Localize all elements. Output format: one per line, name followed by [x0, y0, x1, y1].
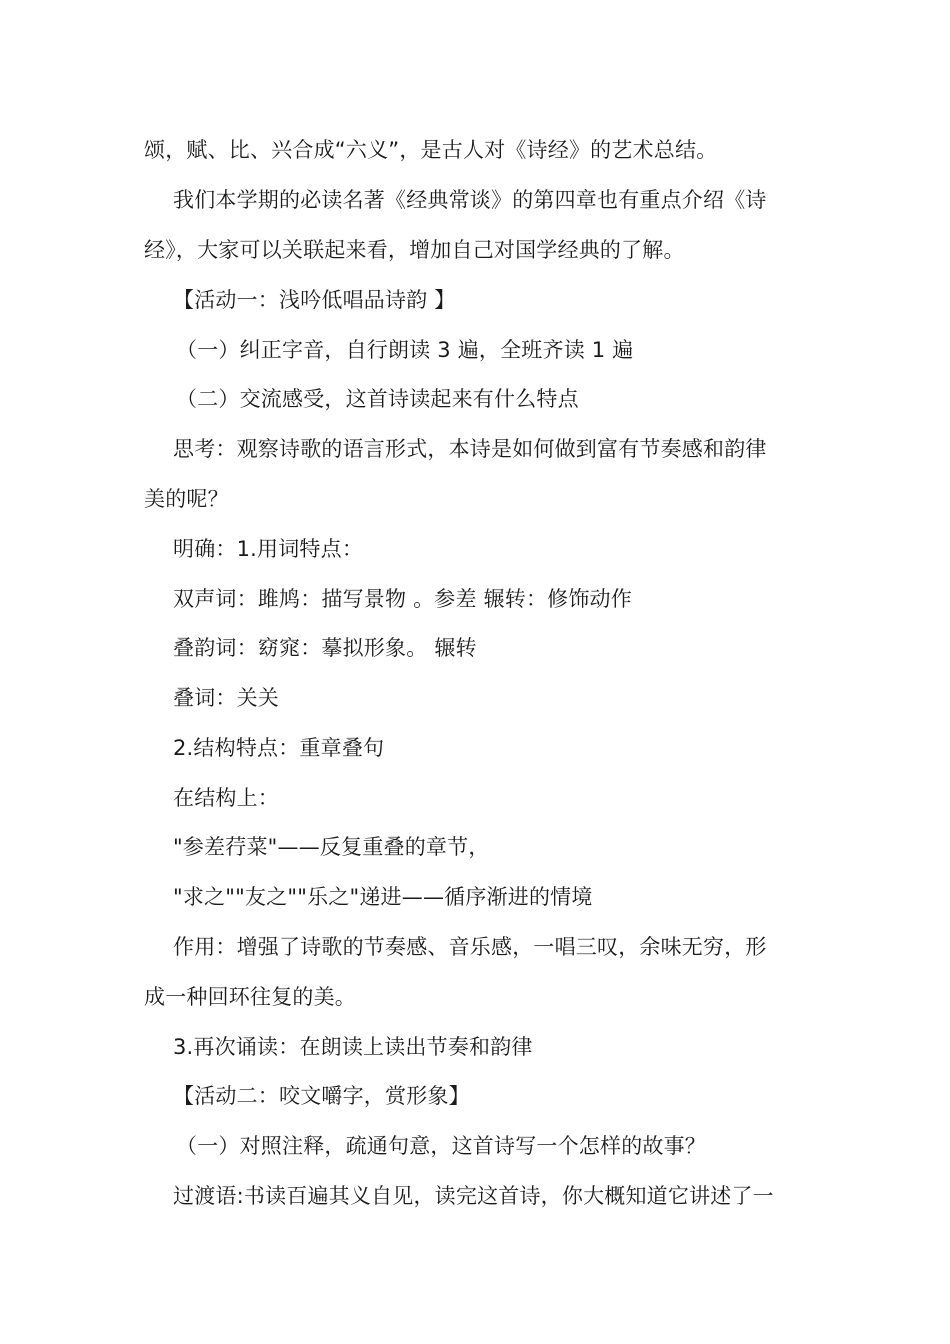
- paragraph-line: 双声词：雎鸠：描写景物 。参差 辗转：修饰动作: [173, 587, 632, 611]
- paragraph-line: "求之""友之""乐之"递进——循序渐进的情境: [173, 885, 593, 909]
- paragraph-line: 我们本学期的必读名著《经典常谈》的第四章也有重点介绍《诗: [173, 188, 767, 212]
- activity-heading: 【活动一：浅吟低唱品诗韵 】: [173, 288, 456, 312]
- paragraph-line: 过渡语:书读百遍其义自见，读完这首诗，你大概知道它讲述了一: [173, 1184, 774, 1208]
- paragraph-line: （一）对照注释，疏通句意，这首诗写一个怎样的故事？: [176, 1134, 706, 1158]
- paragraph-line: 颂，赋、比、兴合成“六义”，是古人对《诗经》的艺术总结。: [144, 138, 718, 162]
- paragraph-line: 叠韵词：窈窕：摹拟形象。 辗转: [173, 636, 477, 660]
- paragraph-line: 叠词：关关: [173, 686, 279, 710]
- paragraph-line: 思考：观察诗歌的语言形式，本诗是如何做到富有节奏感和韵律: [173, 437, 767, 461]
- paragraph-line: 成一种回环往复的美。: [144, 985, 356, 1009]
- paragraph-line: 美的呢？: [144, 487, 229, 511]
- paragraph-line: 3.再次诵读：在朗读上读出节奏和韵律: [173, 1035, 533, 1059]
- paragraph-line: 作用：增强了诗歌的节奏感、音乐感，一唱三叹，余味无穷，形: [173, 935, 767, 959]
- paragraph-line: 2.结构特点：重章叠句: [173, 736, 385, 760]
- paragraph-line: （一）纠正字音，自行朗读 3 遍，全班齐读 1 遍: [176, 338, 634, 362]
- paragraph-line: （二）交流感受，这首诗读起来有什么特点: [176, 387, 579, 411]
- paragraph-line: 在结构上：: [173, 786, 279, 810]
- activity-heading: 【活动二：咬文嚼字，赏形象】: [173, 1084, 470, 1108]
- paragraph-line: "参差荇菜"——反复重叠的章节，: [173, 835, 490, 859]
- paragraph-line: 经》，大家可以关联起来看，增加自己对国学经典的了解。: [144, 238, 685, 262]
- paragraph-line: 明确：1.用词特点：: [173, 537, 364, 561]
